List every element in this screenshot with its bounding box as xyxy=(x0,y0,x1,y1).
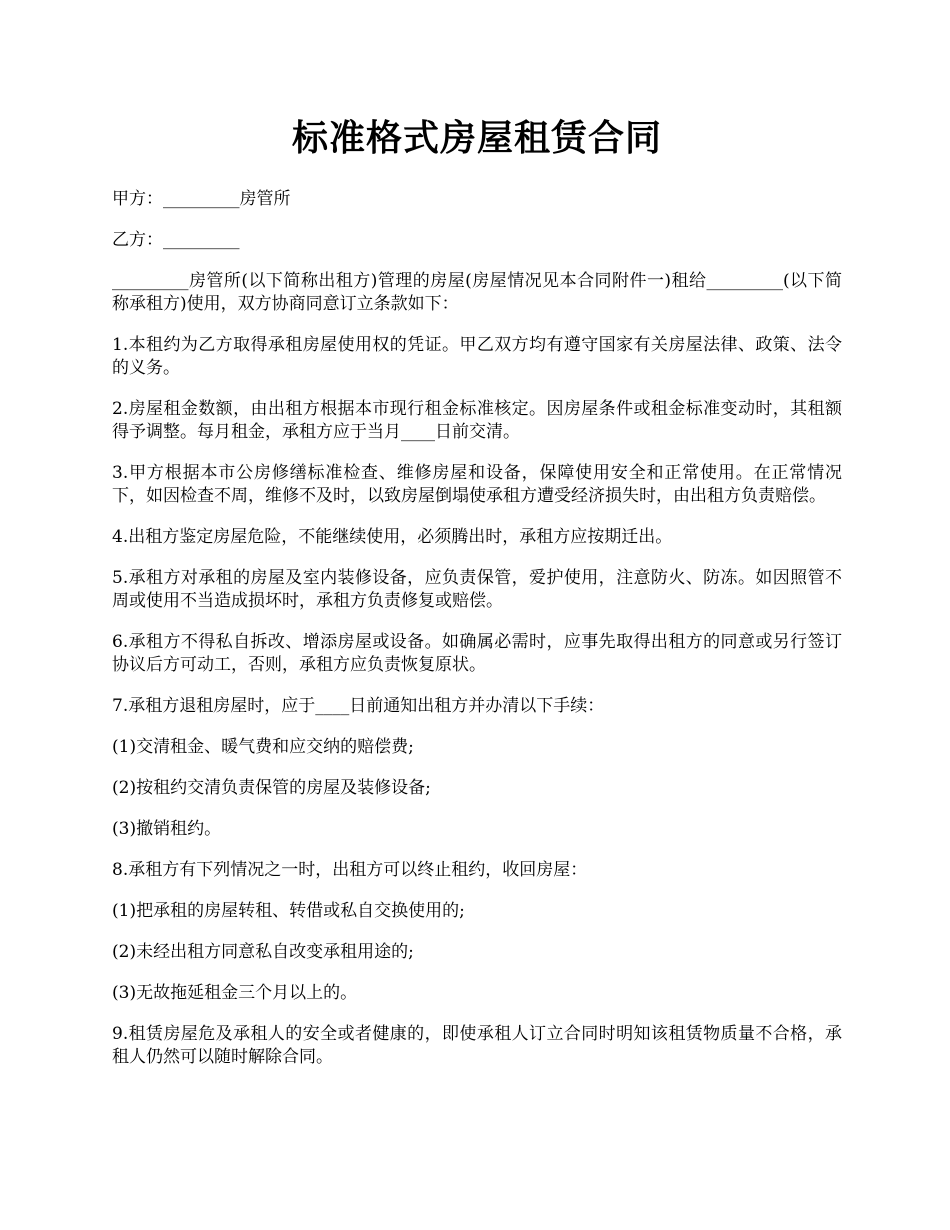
clause-8-item-3: (3)无故拖延租金三个月以上的。 xyxy=(112,983,358,1003)
clause-8-item-1: (1)把承租的房屋转租、转借或私自交换使用的; xyxy=(112,901,465,921)
clause-1: 1.本租约为乙方取得承租房屋使用权的凭证。甲乙双方均有遵守国家有关房屋法律、政策、法令的义务。 xyxy=(112,335,842,378)
clause-6: 6.承租方不得私自拆改、增添房屋或设备。如确属必需时，应事先取得出租方的同意或另行签订协议后方可动工，否则，承租方应负责恢复原状。 xyxy=(112,632,842,675)
clause-7: 7.承租方退租房屋时，应于____日前通知出租方并办清以下手续： xyxy=(112,696,605,716)
party-a-line: 甲方：_________房管所 xyxy=(112,189,291,209)
document-title: 标准格式房屋租赁合同 xyxy=(291,117,662,159)
clause-7-item-3: (3)撤销租约。 xyxy=(112,819,222,839)
clause-5: 5.承租方对承租的房屋及室内装修设备，应负责保管，爱护使用，注意防火、防冻。如因照管不周或使用不当造成损坏时，承租方负责修复或赔偿。 xyxy=(112,568,842,611)
clause-2: 2.房屋租金数额，由出租方根据本市现行租金标准核定。因房屋条件或租金标准变动时，其租额得予调整。每月租金，承租方应于当月____日前交清。 xyxy=(112,399,842,442)
clause-3: 3.甲方根据本市公房修缮标准检查、维修房屋和设备，保障使用安全和正常使用。在正常情况下，如因检查不周，维修不及时，以致房屋倒塌使承租方遭受经济损失时，由出租方负责赔偿。 xyxy=(112,463,842,506)
clause-4: 4.出租方鉴定房屋危险，不能继续使用，必须腾出时，承租方应按期迁出。 xyxy=(112,527,673,547)
clause-8: 8.承租方有下列情况之一时，出租方可以终止租约，收回房屋： xyxy=(112,860,588,880)
clause-7-item-2: (2)按租约交清负责保管的房屋及装修设备; xyxy=(112,778,431,798)
clause-8-item-2: (2)未经出租方同意私自改变承租用途的; xyxy=(112,942,414,962)
clause-7-item-1: (1)交清租金、暖气费和应交纳的赔偿费; xyxy=(112,737,414,757)
clause-9: 9.租赁房屋危及承租人的安全或者健康的，即使承租人订立合同时明知该租赁物质量不合格，承租人仍然可以随时解除合同。 xyxy=(112,1024,842,1067)
intro-paragraph: _________房管所(以下简称出租方)管理的房屋(房屋情况见本合同附件一)租给_________(以下简称承租方)使用，双方协商同意订立条款如下： xyxy=(112,271,842,314)
party-b-line: 乙方：_________ xyxy=(112,230,240,250)
